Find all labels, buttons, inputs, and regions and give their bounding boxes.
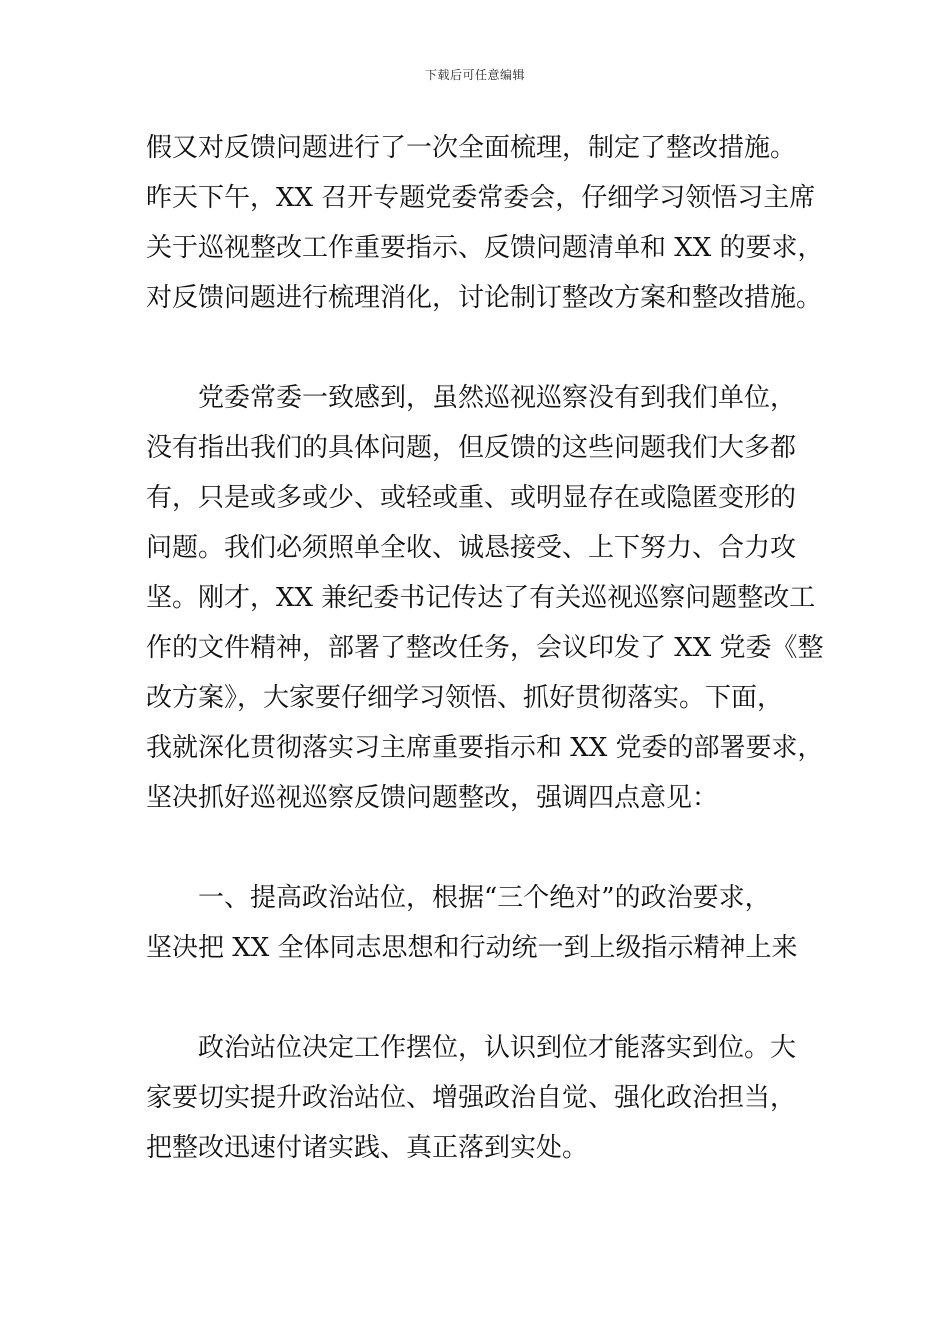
paragraph-2-line-1: 党委常委一致感到，虽然巡视巡察没有到我们单位， bbox=[198, 383, 797, 413]
paragraph-2-line-2: 没有指出我们的具体问题，但反馈的这些问题我们大多都 bbox=[146, 433, 797, 463]
paragraph-2-line-7: 改方案》，大家要仔细学习领悟、抓好贯彻落实。下面， bbox=[146, 683, 784, 713]
paragraph-1-line-4: 对反馈问题进行梳理消化，讨论制订整改方案和整改措施。 bbox=[146, 283, 823, 313]
paragraph-2-line-3: 有，只是或多或少、或轻或重、或明显存在或隐匿变形的 bbox=[146, 483, 797, 513]
paragraph-2-line-8: 我就深化贯彻落实习主席重要指示和 XX 党委的部署要求， bbox=[146, 733, 824, 763]
paragraph-2-line-4: 问题。我们必须照单全收、诚恳接受、上下努力、合力攻 bbox=[146, 533, 797, 563]
paragraph-2-line-9: 坚决抓好巡视巡察反馈问题整改，强调四点意见： bbox=[146, 783, 719, 813]
paragraph-2-line-6: 作的文件精神，部署了整改任务，会议印发了 XX 党委《整 bbox=[146, 633, 824, 663]
paragraph-4-line-3: 把整改迅速付诸实践、真正落到实处。 bbox=[146, 1133, 589, 1163]
page-header-note: 下载后可任意编辑 bbox=[424, 68, 525, 82]
section-heading-line-1: 一、提高政治站位，根据“三个绝对”的政治要求， bbox=[198, 883, 771, 913]
paragraph-4-line-1: 政治站位决定工作摆位，认识到位才能落实到位。大 bbox=[198, 1033, 797, 1063]
paragraph-1-line-2: 昨天下午，XX 召开专题党委常委会，仔细学习领悟习主席 bbox=[146, 183, 816, 213]
paragraph-1-line-1: 假又对反馈问题进行了一次全面梳理，制定了整改措施。 bbox=[146, 133, 797, 163]
paragraph-2-line-5: 坚。刚才，XX 兼纪委书记传达了有关巡视巡察问题整改工 bbox=[146, 583, 816, 613]
paragraph-1-line-3: 关于巡视整改工作重要指示、反馈问题清单和 XX 的要求， bbox=[146, 233, 824, 263]
paragraph-4-line-2: 家要切实提升政治站位、增强政治自觉、强化政治担当， bbox=[146, 1083, 797, 1113]
section-heading-line-2: 坚决把 XX 全体同志思想和行动统一到上级指示精神上来 bbox=[146, 933, 798, 963]
